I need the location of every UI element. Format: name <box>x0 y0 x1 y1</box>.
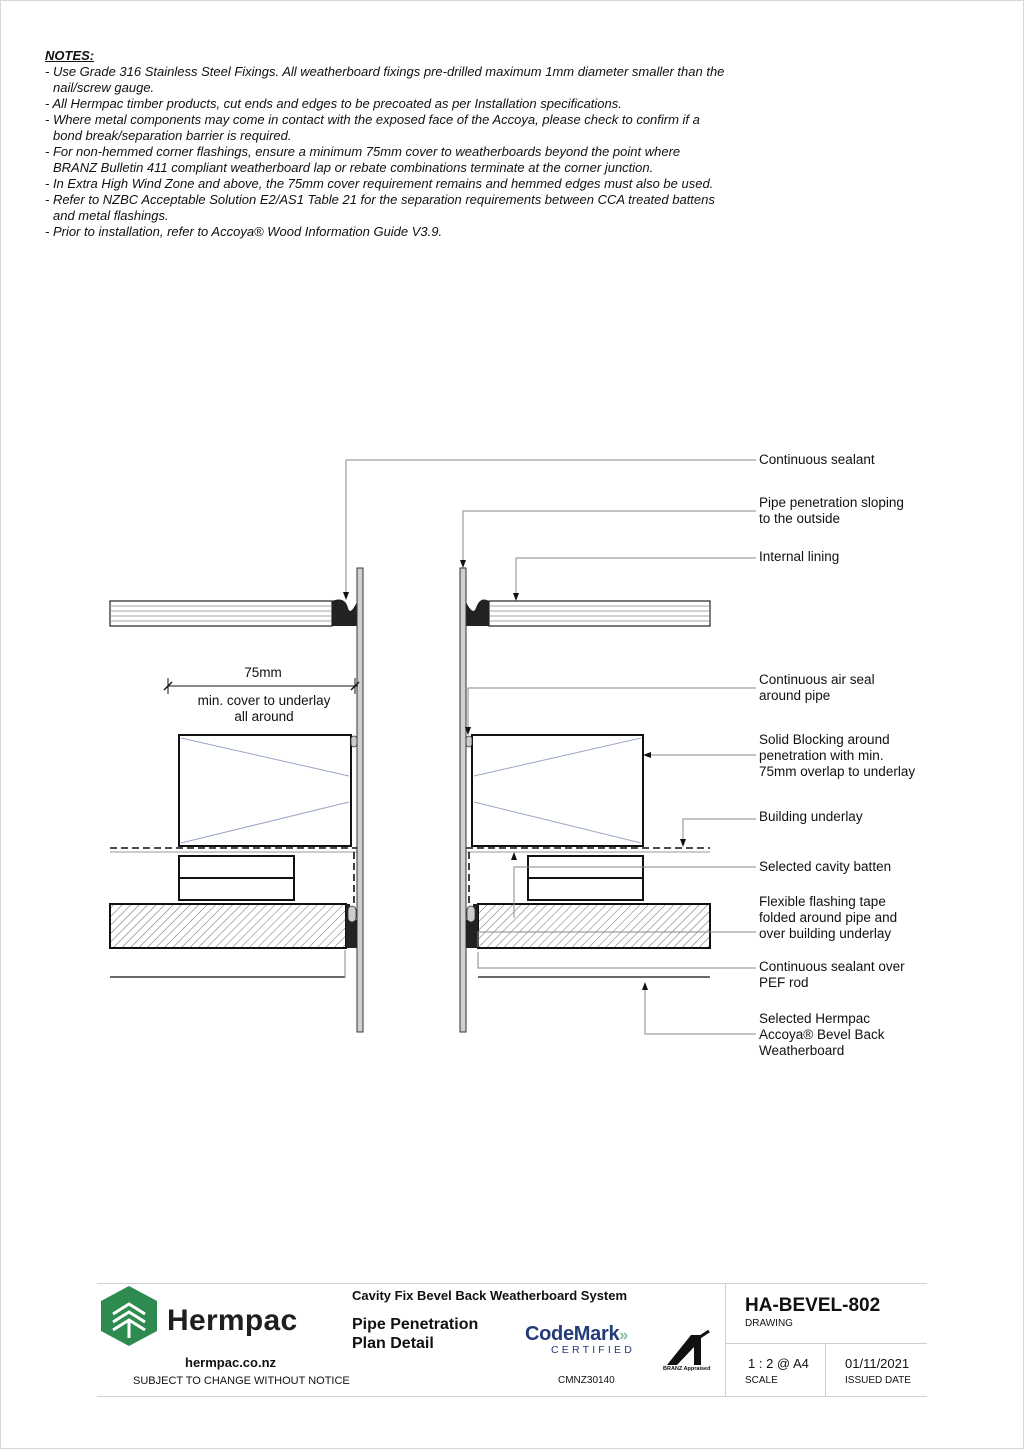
tb-bottom-rule <box>97 1396 927 1397</box>
internal-lining-right <box>466 600 710 626</box>
weatherboard-right <box>466 904 710 977</box>
pef-rod-left <box>348 906 356 922</box>
notes-title: NOTES: <box>45 48 95 63</box>
tb-divider <box>725 1283 726 1397</box>
pipe-wall-left <box>357 568 363 1032</box>
callout-pipe-slope: Pipe penetration sloping to the outside <box>759 495 904 526</box>
note-item: - Where metal components may come in contact with the exposed face of the Accoya, please check to confirm if a bond break/separation barrier is required. <box>45 112 700 143</box>
dimension-note: min. cover to underlay all around <box>197 693 331 724</box>
issued-date: 01/11/2021 <box>845 1356 910 1371</box>
internal-lining-left <box>110 600 357 626</box>
scale-value: 1 : 2 @ A4 <box>748 1356 809 1371</box>
tb-cell-divider <box>825 1343 826 1397</box>
note-item: - For non-hemmed corner flashings, ensure a minimum 75mm cover to weatherboards beyond the point where BRANZ Bulletin 411 compliant weatherboard lap or rebate combinations terminate at the corner junction. <box>45 144 681 175</box>
callout-cavity-batten: Selected cavity batten <box>759 859 892 874</box>
air-seal-left <box>351 736 357 747</box>
system-name: Cavity Fix Bevel Back Weatherboard System <box>352 1288 628 1303</box>
cavity-batten-right <box>528 856 643 900</box>
tb-mid-rule <box>725 1343 927 1344</box>
codemark-logo <box>525 1323 655 1356</box>
solid-blocking-right <box>472 735 643 846</box>
drawing-number: HA-BEVEL-802 <box>745 1295 881 1316</box>
title-block <box>97 1283 927 1397</box>
solid-blocking-left <box>179 735 351 846</box>
callout-flashing-tape: Flexible flashing tape folded around pipe and over building underlay <box>759 894 898 941</box>
note-item: - Prior to installation, refer to Accoya® Wood Information Guide V3.9. <box>45 224 443 239</box>
callout-sealant-pef: Continuous sealant over PEF rod <box>759 959 905 990</box>
cavity-batten-left <box>179 856 294 900</box>
callout-internal-lining: Internal lining <box>759 549 840 564</box>
hermpac-logo <box>97 1284 317 1348</box>
note-item: - In Extra High Wind Zone and above, the 75mm cover requirement remains and hemmed edges must also be used. <box>45 176 714 191</box>
callout-solid-blocking: Solid Blocking around penetration with min. 75mm overlap to underlay <box>759 732 916 779</box>
codemark-sub: CERTIFIED <box>551 1344 636 1356</box>
issued-date-label: ISSUED DATE <box>845 1375 911 1386</box>
branz-text: BRANZ Appraised <box>663 1366 711 1372</box>
codemark-text: CodeMark <box>525 1323 620 1345</box>
callout-building-underlay: Building underlay <box>759 809 863 824</box>
note-item: - Use Grade 316 Stainless Steel Fixings. All weatherboard fixings pre-drilled maximum 1mm diameter smaller than the nail/screw gauge. <box>45 64 725 95</box>
callout-weatherboard: Selected Hermpac Accoya® Bevel Back Weatherboard <box>759 1011 885 1058</box>
drawing-label: DRAWING <box>745 1318 793 1329</box>
drawing-title: Pipe Penetration Plan Detail <box>352 1316 479 1352</box>
note-item: - Refer to NZBC Acceptable Solution E2/AS1 Table 21 for the separation requirements between CCA treated battens and metal flashings. <box>45 192 715 223</box>
brand-name: Hermpac <box>167 1304 298 1337</box>
disclaimer: SUBJECT TO CHANGE WITHOUT NOTICE <box>133 1375 350 1387</box>
note-item: - All Hermpac timber products, cut ends and edges to be precoated as per Installation specifications. <box>45 96 622 111</box>
certificate-number: CMNZ30140 <box>558 1375 615 1386</box>
chevron-icon: » <box>619 1327 628 1344</box>
scale-label: SCALE <box>745 1375 778 1386</box>
weatherboard-left <box>110 904 357 977</box>
dimension-value: 75mm <box>244 665 282 680</box>
callout-air-seal: Continuous air seal around pipe <box>759 672 875 703</box>
air-seal-right <box>466 736 472 747</box>
pef-rod-right <box>467 906 475 922</box>
pipe-wall-right <box>460 568 466 1032</box>
website: hermpac.co.nz <box>185 1355 277 1370</box>
hermpac-mark-icon <box>97 1284 161 1348</box>
callout-continuous-sealant: Continuous sealant <box>759 452 875 467</box>
